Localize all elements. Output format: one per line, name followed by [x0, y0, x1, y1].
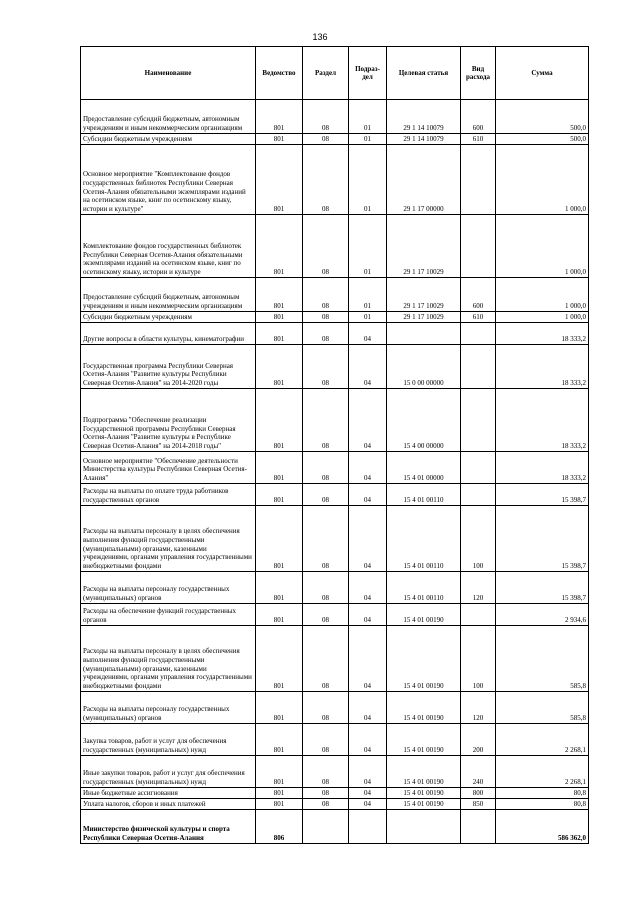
cell-name: Подпрограмма "Обеспечение реализации Государственной программы Республики Северная Осетия-Алания "Развитие культуры в Республике Северная Осетия-Алания" на 2014-2018 годы" — [81, 389, 256, 452]
cell-celevaya: 29 1 17 10029 — [387, 215, 461, 278]
table-row — [81, 312, 589, 323]
cell-razdel: 08 — [303, 724, 349, 756]
cell-summa: 1 000,0 — [496, 278, 589, 312]
cell-celevaya: 29 1 17 00000 — [387, 145, 461, 215]
table-row — [81, 452, 589, 484]
cell-celevaya: 15 4 01 00190 — [387, 692, 461, 724]
cell-name: Расходы на выплаты персоналу государственных (муниципальных) органов — [81, 572, 256, 604]
cell-summa: 500,0 — [496, 134, 589, 145]
cell-vedomstvo: 801 — [256, 626, 303, 692]
cell-name: Комплектование фондов государственных библиотек Республики Северная Осетия-Алания обязательными экземплярами изданий на осетинском языке, книг по осетинскому языку, истории и культуре — [81, 215, 256, 278]
table-row — [81, 506, 589, 572]
cell-podrazdel: 04 — [349, 724, 387, 756]
cell-vid — [461, 215, 496, 278]
page-number: 136 — [312, 32, 328, 42]
cell-razdel: 08 — [303, 756, 349, 788]
cell-vedomstvo: 801 — [256, 278, 303, 312]
cell-celevaya: 15 4 01 00110 — [387, 572, 461, 604]
cell-razdel: 08 — [303, 389, 349, 452]
cell-name: Министерство физической культуры и спорта Республики Северная Осетия-Алания — [81, 810, 256, 844]
table-row — [81, 278, 589, 312]
cell-razdel: 08 — [303, 312, 349, 323]
cell-celevaya: 15 4 01 00190 — [387, 604, 461, 626]
cell-summa: 585,8 — [496, 692, 589, 724]
cell-name: Основное мероприятие "Обеспечение деятельности Министерства культуры Республики Северная Осетия-Алания" — [81, 452, 256, 484]
cell-name: Расходы на выплаты персоналу в целях обеспечения выполнения функций государственными (муниципальными) органами, казенными учреждениями, органами управления государственными внебюджетными фондами — [81, 626, 256, 692]
cell-name: Расходы на выплаты персоналу в целях обеспечения выполнения функций государственными (муниципальными) органами, казенными учреждениями, органами управления государственными внебюджетными фондами — [81, 506, 256, 572]
cell-razdel: 08 — [303, 145, 349, 215]
header-name: Наименование — [81, 47, 256, 100]
cell-vid: 120 — [461, 692, 496, 724]
cell-podrazdel: 04 — [349, 692, 387, 724]
cell-vid — [461, 389, 496, 452]
cell-podrazdel: 04 — [349, 604, 387, 626]
table-row — [81, 572, 589, 604]
cell-podrazdel: 01 — [349, 100, 387, 134]
cell-name: Предоставление субсидий бюджетным, автономным учреждениям и иным некоммерческим организациям — [81, 100, 256, 134]
cell-summa: 500,0 — [496, 100, 589, 134]
table-row-total — [81, 810, 589, 844]
cell-name: Иные бюджетные ассигнования — [81, 788, 256, 799]
budget-table — [80, 46, 589, 844]
cell-podrazdel: 01 — [349, 312, 387, 323]
cell-vedomstvo: 801 — [256, 724, 303, 756]
cell-vedomstvo: 801 — [256, 692, 303, 724]
cell-name: Расходы на выплаты по оплате труда работников государственных органов — [81, 484, 256, 506]
cell-vid: 200 — [461, 724, 496, 756]
cell-razdel: 08 — [303, 134, 349, 145]
cell-podrazdel — [349, 810, 387, 844]
cell-name: Расходы на выплаты персоналу государственных (муниципальных) органов — [81, 692, 256, 724]
cell-celevaya: 15 4 01 00190 — [387, 788, 461, 799]
cell-vedomstvo: 801 — [256, 572, 303, 604]
cell-summa: 586 362,0 — [496, 810, 589, 844]
cell-name: Основное мероприятие "Комплектование фондов государственных библиотек Республики Северная Осетия-Алания обязательными экземплярами изданий на осетинском языке, книг по осетинскому языку, истории и культуре" — [81, 145, 256, 215]
cell-razdel — [303, 810, 349, 844]
cell-celevaya: 15 4 01 00190 — [387, 626, 461, 692]
cell-name: Уплата налогов, сборов и иных платежей — [81, 799, 256, 810]
cell-podrazdel: 04 — [349, 572, 387, 604]
header-row — [81, 47, 589, 100]
cell-summa: 1 000,0 — [496, 215, 589, 278]
cell-summa: 15 398,7 — [496, 506, 589, 572]
cell-vedomstvo: 801 — [256, 604, 303, 626]
cell-vid — [461, 145, 496, 215]
cell-podrazdel: 04 — [349, 345, 387, 389]
cell-vid — [461, 345, 496, 389]
cell-vedomstvo: 801 — [256, 134, 303, 145]
cell-vedomstvo: 801 — [256, 506, 303, 572]
cell-vid — [461, 323, 496, 345]
header-razdel: Раздел — [303, 47, 349, 100]
cell-vedomstvo: 801 — [256, 756, 303, 788]
cell-vedomstvo: 801 — [256, 484, 303, 506]
table-row — [81, 799, 589, 810]
cell-vedomstvo: 801 — [256, 345, 303, 389]
cell-celevaya: 15 4 01 00110 — [387, 506, 461, 572]
cell-summa: 80,8 — [496, 788, 589, 799]
cell-razdel: 08 — [303, 323, 349, 345]
cell-podrazdel: 04 — [349, 626, 387, 692]
cell-razdel: 08 — [303, 100, 349, 134]
table-row — [81, 215, 589, 278]
cell-vid: 120 — [461, 572, 496, 604]
cell-name: Субсидии бюджетным учреждениям — [81, 312, 256, 323]
cell-razdel: 08 — [303, 572, 349, 604]
table-row — [81, 756, 589, 788]
cell-summa: 18 333,2 — [496, 323, 589, 345]
cell-summa: 2 268,1 — [496, 724, 589, 756]
cell-celevaya: 15 0 00 00000 — [387, 345, 461, 389]
cell-summa: 18 333,2 — [496, 345, 589, 389]
cell-razdel: 08 — [303, 692, 349, 724]
header-podrazdel: Подраз-дел — [349, 47, 387, 100]
cell-summa: 18 333,2 — [496, 389, 589, 452]
cell-podrazdel: 04 — [349, 788, 387, 799]
cell-summa: 15 398,7 — [496, 572, 589, 604]
cell-celevaya: 29 1 17 10029 — [387, 312, 461, 323]
table-row — [81, 692, 589, 724]
cell-podrazdel: 01 — [349, 278, 387, 312]
cell-vid — [461, 604, 496, 626]
cell-podrazdel: 01 — [349, 134, 387, 145]
cell-vid — [461, 452, 496, 484]
cell-vid: 100 — [461, 626, 496, 692]
cell-name: Закупка товаров, работ и услуг для обеспечения государственных (муниципальных) нужд — [81, 724, 256, 756]
table-row — [81, 389, 589, 452]
cell-podrazdel: 04 — [349, 389, 387, 452]
cell-celevaya: 29 1 14 10079 — [387, 134, 461, 145]
header-celevaya: Целевая статья — [387, 47, 461, 100]
cell-vedomstvo: 801 — [256, 452, 303, 484]
cell-razdel: 08 — [303, 345, 349, 389]
table-row — [81, 134, 589, 145]
cell-razdel: 08 — [303, 215, 349, 278]
cell-celevaya — [387, 810, 461, 844]
header-vid: Вид расхода — [461, 47, 496, 100]
cell-name: Другие вопросы в области культуры, кинематографии — [81, 323, 256, 345]
cell-vedomstvo: 801 — [256, 100, 303, 134]
cell-name: Субсидии бюджетным учреждениям — [81, 134, 256, 145]
cell-name: Расходы на обеспечение функций государственных органов — [81, 604, 256, 626]
cell-vid: 100 — [461, 506, 496, 572]
cell-summa: 1 000,0 — [496, 312, 589, 323]
cell-podrazdel: 04 — [349, 452, 387, 484]
cell-razdel: 08 — [303, 626, 349, 692]
cell-vedomstvo: 801 — [256, 312, 303, 323]
table-row — [81, 484, 589, 506]
cell-vedomstvo: 806 — [256, 810, 303, 844]
cell-name: Иные закупки товаров, работ и услуг для обеспечения государственных (муниципальных) нужд — [81, 756, 256, 788]
table-row — [81, 145, 589, 215]
cell-podrazdel: 04 — [349, 799, 387, 810]
cell-celevaya: 15 4 00 00000 — [387, 389, 461, 452]
table-row — [81, 788, 589, 799]
cell-vedomstvo: 801 — [256, 389, 303, 452]
cell-vid: 850 — [461, 799, 496, 810]
cell-vedomstvo: 801 — [256, 145, 303, 215]
cell-vid: 610 — [461, 134, 496, 145]
cell-summa: 1 000,0 — [496, 145, 589, 215]
cell-celevaya: 15 4 01 00190 — [387, 724, 461, 756]
table-row — [81, 604, 589, 626]
cell-razdel: 08 — [303, 452, 349, 484]
cell-podrazdel: 01 — [349, 215, 387, 278]
cell-celevaya: 29 1 17 10029 — [387, 278, 461, 312]
table-row — [81, 100, 589, 134]
cell-podrazdel: 01 — [349, 145, 387, 215]
cell-vedomstvo: 801 — [256, 215, 303, 278]
cell-celevaya: 15 4 01 00190 — [387, 799, 461, 810]
cell-summa: 2 268,1 — [496, 756, 589, 788]
header-summa: Сумма — [496, 47, 589, 100]
cell-summa: 15 398,7 — [496, 484, 589, 506]
cell-razdel: 08 — [303, 278, 349, 312]
cell-name: Предоставление субсидий бюджетным, автономным учреждениям и иным некоммерческим организациям — [81, 278, 256, 312]
table-row — [81, 323, 589, 345]
cell-vid: 610 — [461, 312, 496, 323]
cell-vid — [461, 810, 496, 844]
cell-celevaya: 15 4 01 00000 — [387, 452, 461, 484]
cell-celevaya: 15 4 01 00190 — [387, 756, 461, 788]
cell-podrazdel: 04 — [349, 484, 387, 506]
cell-razdel: 08 — [303, 788, 349, 799]
header-vedomstvo: Ведомство — [256, 47, 303, 100]
cell-celevaya: 29 1 14 10079 — [387, 100, 461, 134]
cell-vid: 240 — [461, 756, 496, 788]
cell-celevaya — [387, 323, 461, 345]
cell-name: Государственная программа Республики Северная Осетия-Алания "Развитие культуры Республики Северная Осетия-Алания" на 2014-2020 годы — [81, 345, 256, 389]
cell-podrazdel: 04 — [349, 506, 387, 572]
cell-summa: 2 934,6 — [496, 604, 589, 626]
cell-razdel: 08 — [303, 484, 349, 506]
cell-vedomstvo: 801 — [256, 799, 303, 810]
cell-podrazdel: 04 — [349, 323, 387, 345]
cell-podrazdel: 04 — [349, 756, 387, 788]
cell-vedomstvo: 801 — [256, 323, 303, 345]
cell-razdel: 08 — [303, 604, 349, 626]
cell-celevaya: 15 4 01 00110 — [387, 484, 461, 506]
table-row — [81, 345, 589, 389]
table-row — [81, 626, 589, 692]
cell-razdel: 08 — [303, 799, 349, 810]
cell-vid: 800 — [461, 788, 496, 799]
cell-summa: 80,8 — [496, 799, 589, 810]
cell-vid: 600 — [461, 100, 496, 134]
cell-razdel: 08 — [303, 506, 349, 572]
cell-vedomstvo: 801 — [256, 788, 303, 799]
cell-vid: 600 — [461, 278, 496, 312]
cell-vid — [461, 484, 496, 506]
cell-summa: 585,8 — [496, 626, 589, 692]
table-row — [81, 724, 589, 756]
cell-summa: 18 333,2 — [496, 452, 589, 484]
